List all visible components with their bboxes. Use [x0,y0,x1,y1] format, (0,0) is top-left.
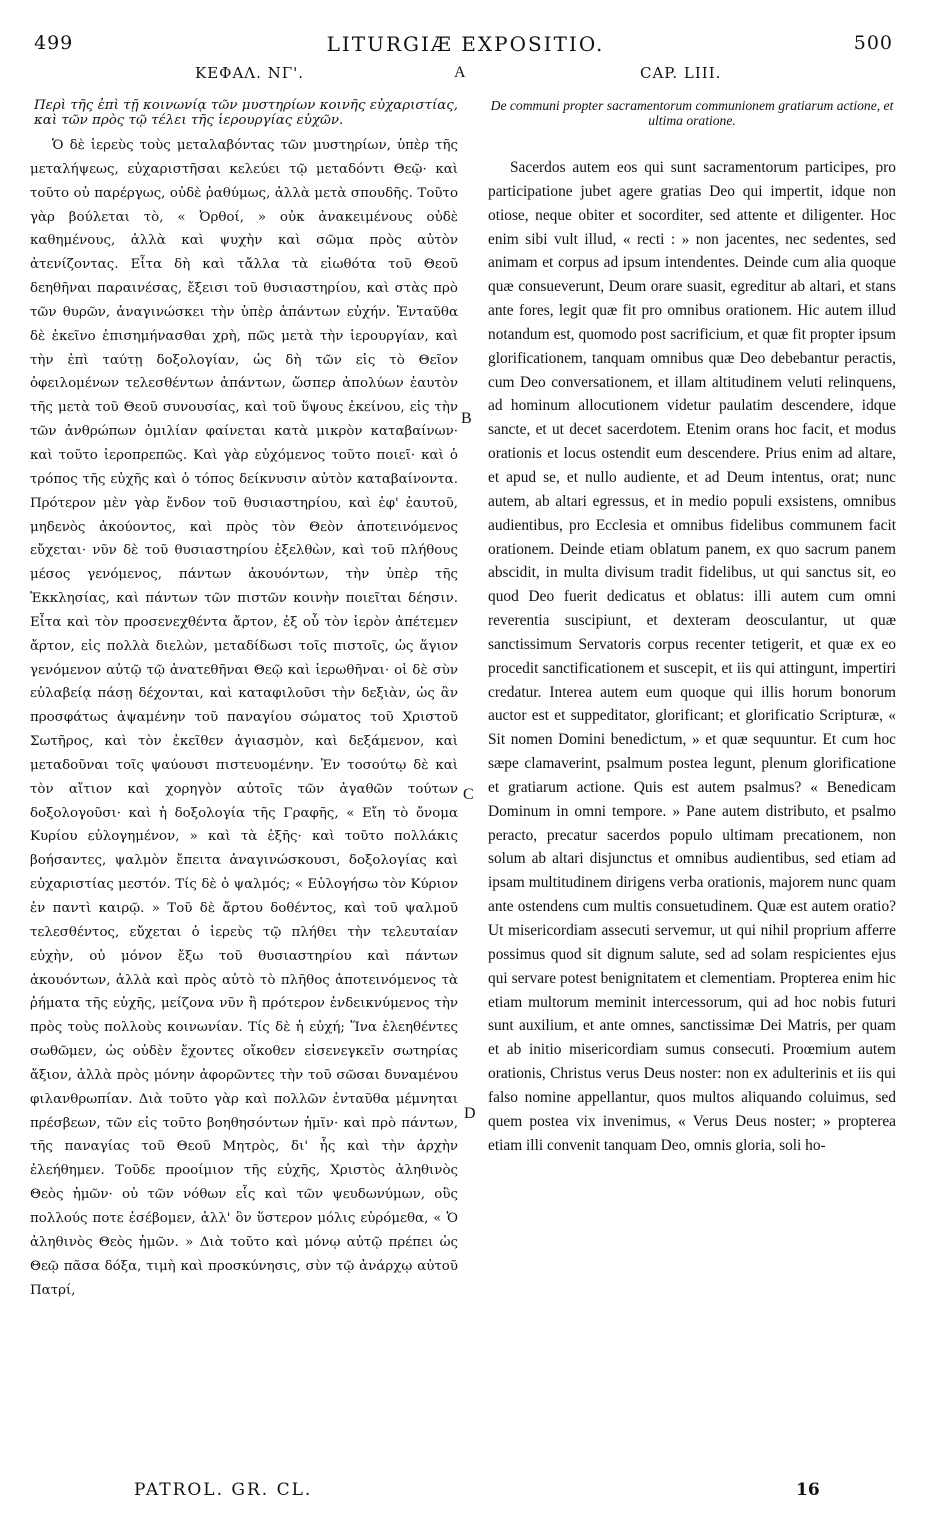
greek-column [30,98,458,1302]
margin-marker-c: C [463,786,474,803]
greek-section-title: Περὶ τῆς ἐπὶ τῇ κοινωνίᾳ τῶν μυστηρίων κοινῆς εὐχαριστίας, καὶ τῶν πρὸς τῷ τέλει τῆς ἱερουργίας εὐχῶν. [34,98,458,128]
page-number-right: 500 [853,32,893,54]
latin-body-text: Sacerdos autem eos qui sunt sacramentorum participes, pro participatione jubet agere gratias Deo qui impertit, idque non otiose, neque obiter et socorditer, sed attente et diligenter. Hoc enim sibi vult illud, « recti : » non jacentes, nec sedentes, sed animam et corpus ad ipsum intendentes. Deinde cum alia quoque quæ consueverunt, Deum orare suasit, egreditur ab altari, et stans ante fores, legit quæ fit pro omnibus orationem. Hic autem illud notandum est, quomodo post sacrificium, et quæ fit propter ipsum glorificationem, tanquam omnibus quæ Deo debebantur peractis, cum Deo conversationem, et illam altitudinem veluti relinquens, ad hominum allocutionem videtur paulatim descendere, idque sancte, et ut decet sacerdotem. Etenim orans hoc facit, et modus orationis et locus ostendit eum descendere. Prius enim ad altare, et apud se, et nullo audiente, et ad Deum intentus, orat; nunc autem, ab altari egressus, et in medio populi exsistens, omnibus audientibus, pro Ecclesia et omnibus fidelibus communem facit orationem. Deinde etiam oblatum panem, ex quo sacrum panem abscidit, in multa divisum tradit fidelibus, ut qui sanctus sit, eo quod Deo fuerit dedicatus et oblatus: illi autem cum omni reverentia suscipiunt, et dexteram deosculantur, ut quæ sanctissimum Servatoris corpus recenter tetigerit, et quæ ex eo procedit sanctificationem et suscepit, et iis qui attingunt, impertiri credatur. Interea autem eum quoque qui illis horum bonorum auctor est et suppeditator, glorificant; et glorificatio Scripturæ, « Sit nomen Domini benedictum, » et quæ sequuntur. Et cum hoc sæpe clamaverint, psalmum postea legunt, plenum glorificatione et gratiarum actione. Quis est autem psalmus? « Benedicam Dominum in omni tempore. » Pane autem distributo, et psalmo peracto, precatur sacerdos populo ultimam precationem, non solum ab altari disjunctus et omnibus audientibus, sed etiam ad ipsam multitudinem dirigens verba orationis, majorem nunc quam ante ostendens cum multis consuetudinem. Quæ est autem oratio? Ut misericordiam assecuti servemur, ut qui nihil proprium afferre possimus quod sit dignum salute, sed ad solam respicientes ejus qui servare potest benignitatem et clementiam. Propterea enim hic etiam multorum meminit intercessorum, qui ad hoc nobis futuri sunt auxilium, et ante omnes, sanctissimæ Dei Matris, per quam et ab initio misericordiam sumus consecuti. Proœmium autem orationis, Christus verus Deus noster: non ex adulterinis et iis qui falso nomine appellantur, quos multos aliquando coluimus, sed quem postea vix invenimus, « Verus Deus noster; » propterea etiam illi convenit tanquam Deo, omnis gloria, soli ho- [488,159,896,1154]
chapter-heading-greek: ΚΕΦΑΛ. ΝΓ'. [195,64,305,82]
footer-signature: PATROL. GR. CL. [134,1480,313,1500]
margin-marker-b: B [461,410,472,427]
latin-column [488,98,896,1157]
page-number-left: 499 [34,32,74,54]
footer-sheet-number: 16 [796,1480,820,1500]
running-title: LITURGIÆ EXPOSITIO. [326,32,605,56]
latin-section-title: De communi propter sacramentorum communionem gratiarum actione, et ultima oratione. [490,98,894,128]
margin-marker-d: D [464,1105,476,1122]
chapter-heading-latin: CAP. LIII. [640,64,722,82]
margin-marker-a: A [454,64,466,81]
greek-body-text: Ὁ δὲ ἱερεὺς τοὺς μεταλαβόντας τῶν μυστηρίων, ὑπὲρ τῆς μεταλήψεως, εὐχαριστῆσαι κελεύει τῷ μεταδόντι Θεῷ· καὶ τοῦτο οὐ παρέργως, οὐδὲ ῥαθύμως, ἀλλὰ μετὰ σπουδῆς. Τοῦτο γὰρ βούλεται τὸ, « Ὀρθοί, » οὐκ ἀνακειμένους οὐδὲ καθημένους, ἀλλὰ καὶ ψυχὴν καὶ σῶμα πρὸς αὐτὸν ἀτενίζοντας. Εἶτα δὴ καὶ τἄλλα τὰ εἰωθότα τοῦ Θεοῦ δεηθῆναι παραινέσας, ἔξεισι τοῦ θυσιαστηρίου, καὶ στὰς πρὸ τῶν θυρῶν, ἀναγινώσκει τὴν ὑπὲρ ἁπάντων εὐχήν. Ἐνταῦθα δὲ ἐκεῖνο ἐπισημήνασθαι χρὴ, πῶς μετὰ τὴν ἱερουργίαν, καὶ τὴν ἐπὶ ταύτῃ δοξολογίαν, ὡς δὴ τῶν εἰς τὸ Θεῖον ὀφειλομένων τελεσθέντων ἁπάντων, ὥσπερ ἀπολύων ἑαυτὸν τῆς μετὰ τοῦ Θεοῦ συνουσίας, καὶ τοῦ ὕψους ἐκείνου, εἰς τὴν τῶν ἀνθρώπων ὁμιλίαν φαίνεται κατὰ μικρὸν καταβαίνων· καὶ τοῦτο ἱεροπρεπῶς. Καὶ γὰρ εὐχόμενος τοῦτο ποιεῖ· καὶ ὁ τρόπος τῆς εὐχῆς καὶ ὁ τόπος δείκνυσιν αὐτὸν καταβαίνοντα. Πρότερον μὲν γὰρ ἔνδον τοῦ θυσιαστηρίου, καὶ ἐφ' ἑαυτοῦ, μηδενὸς ἀκούοντος, καὶ πρὸς τὸν Θεὸν ἀποτεινόμενος εὔχεται· νῦν δὲ τοῦ θυσιαστηρίου ἐξελθὼν, καὶ τοῦ πλήθους μέσος γενόμενος, πάντων ἀκουόντων, τὴν ὑπὲρ τῆς Ἐκκλησίας, καὶ πάντων τῶν πιστῶν κοινὴν ποιεῖται δέησιν. Εἶτα καὶ τὸν προσενεχθέντα ἄρτον, ἐξ οὗ τὸν ἱερὸν ἀπέτεμεν ἄρτον, εἰς πολλὰ διελὼν, μεταδίδωσι τοῖς πιστοῖς, ὡς ἅγιον γενόμενον αὐτῷ τῷ ἀνατεθῆναι Θεῷ καὶ ἱερωθῆναι· οἱ δὲ σὺν εὐλαβείᾳ πάσῃ δέχονται, καὶ καταφιλοῦσι τὴν δεξιὰν, ὡς ἂν προσφάτως ἁψαμένην τοῦ παναγίου σώματος τοῦ Χριστοῦ Σωτῆρος, καὶ τὸν ἐκεῖθεν ἁγιασμὸν, καὶ δεξάμενον, καὶ μεταδοῦναι τοῖς ψαύουσι πιστευομένην. Ἐν τοσούτῳ δὲ καὶ τὸν αἴτιον καὶ χορηγὸν αὐτοῖς τῶν ἀγαθῶν τούτων δοξολογοῦσι· καὶ ἡ δοξολογία τῆς Γραφῆς, « Εἴη τὸ ὄνομα Κυρίου εὐλογημένον, » καὶ τὰ ἑξῆς· καὶ τοῦτο πολλάκις βοήσαντες, ψαλμὸν ἔπειτα ἀναγινώσκουσι, δοξολογίας καὶ εὐχαριστίας μεστόν. Τίς δὲ ὁ ψαλμός; « Εὐλογήσω τὸν Κύριον ἐν παντὶ καιρῷ. » Τοῦ δὲ ἄρτου δοθέντος, καὶ τοῦ ψαλμοῦ τελεσθέντος, εὔχεται ὁ ἱερεὺς τῷ πλήθει τὴν τελευταίαν εὐχὴν, οὐ μόνον ἔξω τοῦ θυσιαστηρίου καὶ πάντων ἀκουόντων, ἀλλὰ καὶ πρὸς αὐτὸ τὸ πλῆθος ἀποτεινόμενος τὰ ῥήματα τῆς εὐχῆς, μείζονα νῦν ἢ πρότερον ἐνδεικνύμενος τὴν πρὸς τοὺς πολλοὺς κοινωνίαν. Τίς δὲ ἡ εὐχή; Ἵνα ἐλεηθέντες σωθῶμεν, ὡς οὐδὲν ἔχοντες οἴκοθεν εἰσενεγκεῖν σωτηρίας ἄξιον, ἀλλὰ πρὸς μόνην ἀφορῶντες τὴν τοῦ σῶσαι δυναμένου φιλανθρωπίαν. Διὰ τοῦτο γὰρ καὶ πολλῶν ἐνταῦθα μέμνηται πρέσβεων, τῶν εἰς τοῦτο βοηθησόντων ἡμῖν· καὶ πρὸ πάντων, τῆς παναγίας τοῦ Θεοῦ Μητρὸς, δι' ἧς καὶ τὴν ἀρχὴν ἐλεήθημεν. Τοῦδε προοίμιον τῆς εὐχῆς, Χριστὸς ἀληθινὸς Θεὸς ἡμῶν· οὐ τῶν νόθων εἷς καὶ τῶν ψευδωνύμων, οὓς πολλούς ποτε ἐσέβομεν, ἀλλ' ὃν ὕστερον μόλις εὑρόμεθα, « Ὁ ἀληθινὸς Θεὸς ἡμῶν. » Διὰ τοῦτο καὶ μόνῳ αὐτῷ πρέπει ὡς Θεῷ πᾶσα δόξα, τιμὴ καὶ προσκύνησις, σὺν τῷ ἀνάρχῳ αὐτοῦ Πατρί, [30,138,458,1298]
